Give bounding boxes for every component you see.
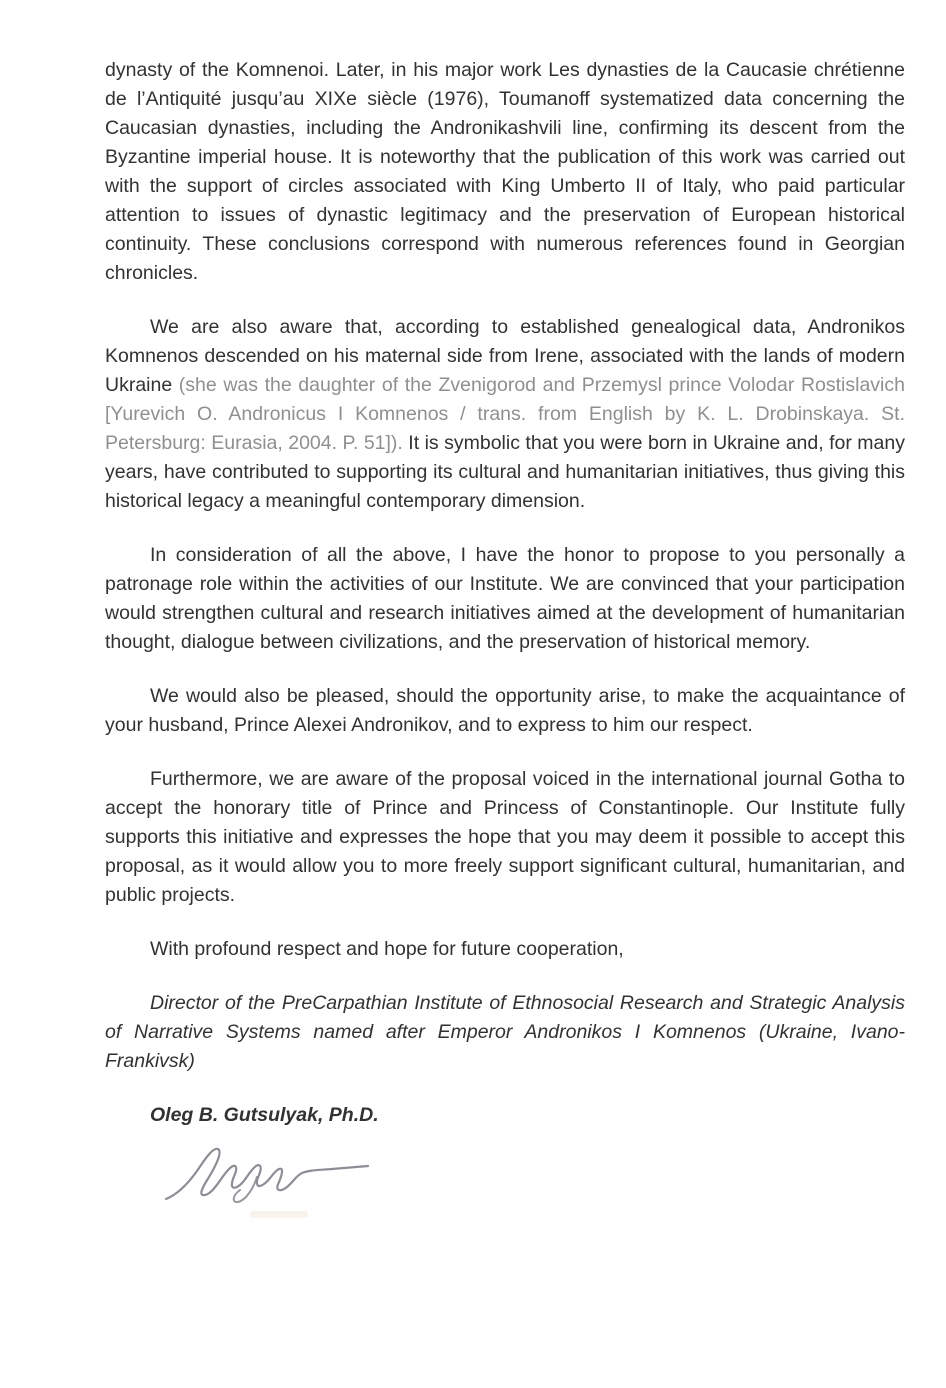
paragraph-komnenoi-dynasty: dynasty of the Komnenoi. Later, in his major work Les dynasties de la Caucasie chrétienne de l’Antiquité jusqu’au XIXe siècle (1976), Toumanoff systematized data concerning the Caucasian dynasties, including the Andronikashvili line, confirming its descent from the Byzantine imperial house. It is noteworthy that the publication of this work was carried out with the support of circles associated with King Umberto II of Italy, who paid particular attention to issues of dynastic legitimacy and the preservation of European historical continuity. These conclusions correspond with numerous references found in Georgian chronicles.: [105, 59, 905, 284]
handwritten-signature-image: [160, 1137, 375, 1209]
signer-name: Oleg B. Gutsulyak, Ph.D.: [150, 1104, 379, 1126]
stamp-residue-mark: [250, 1211, 308, 1218]
paragraph-gotha-title: Furthermore, we are aware of the proposal voiced in the international journal Gotha to accept the honorary title of Prince and Princess of Constantinople. Our Institute fully supports this initiative and expresses the hope that you may deem it possible to accept this proposal, as it would allow you to more freely support significant cultural, humanitarian, and public projects.: [105, 768, 905, 906]
gray-citation-text: (she was the daughter of the Zvenigorod and Przemysl prince Volodar Rostislavich [Yurevich O. Andronicus I Komnenos / trans. from English by K. L. Drobinskaya. St. Petersburg: Eurasia, 2004. P. 51]).: [105, 374, 905, 454]
paragraph-husband-acquaintance: We would also be pleased, should the opportunity arise, to make the acquaintance of your husband, Prince Alexei Andronikov, and to express to him our respect.: [105, 685, 905, 736]
genealogical-text-after-citation: It is symbolic that you were born in Ukraine and, for many years, have contributed to supporting its cultural and humanitarian initiatives, thus giving this historical legacy a meaningful contemporary dimension.: [105, 432, 905, 512]
genealogical-text-before-citation: We are also aware that, according to established genealogical data, Andronikos Komnenos descended on his maternal side from Irene, associated with the lands of modern Ukraine: [105, 316, 905, 396]
signer-title: Director of the PreCarpathian Institute of Ethnosocial Research and Strategic Analysis of Narrative Systems named after Emperor Andronikos I Komnenos (Ukraine, Ivano-Frankivsk): [105, 992, 905, 1072]
paragraph-patronage-proposal: In consideration of all the above, I have the honor to propose to you personally a patronage role within the activities of our Institute. We are convinced that your participation would strengthen cultural and research initiatives aimed at the development of humanitarian thought, dialogue between civilizations, and the preservation of historical memory.: [105, 544, 905, 653]
signature-scribble-icon: [160, 1137, 375, 1209]
paragraph-genealogical-origin: [105, 313, 905, 516]
closing-salutation: With profound respect and hope for future cooperation,: [150, 938, 624, 960]
